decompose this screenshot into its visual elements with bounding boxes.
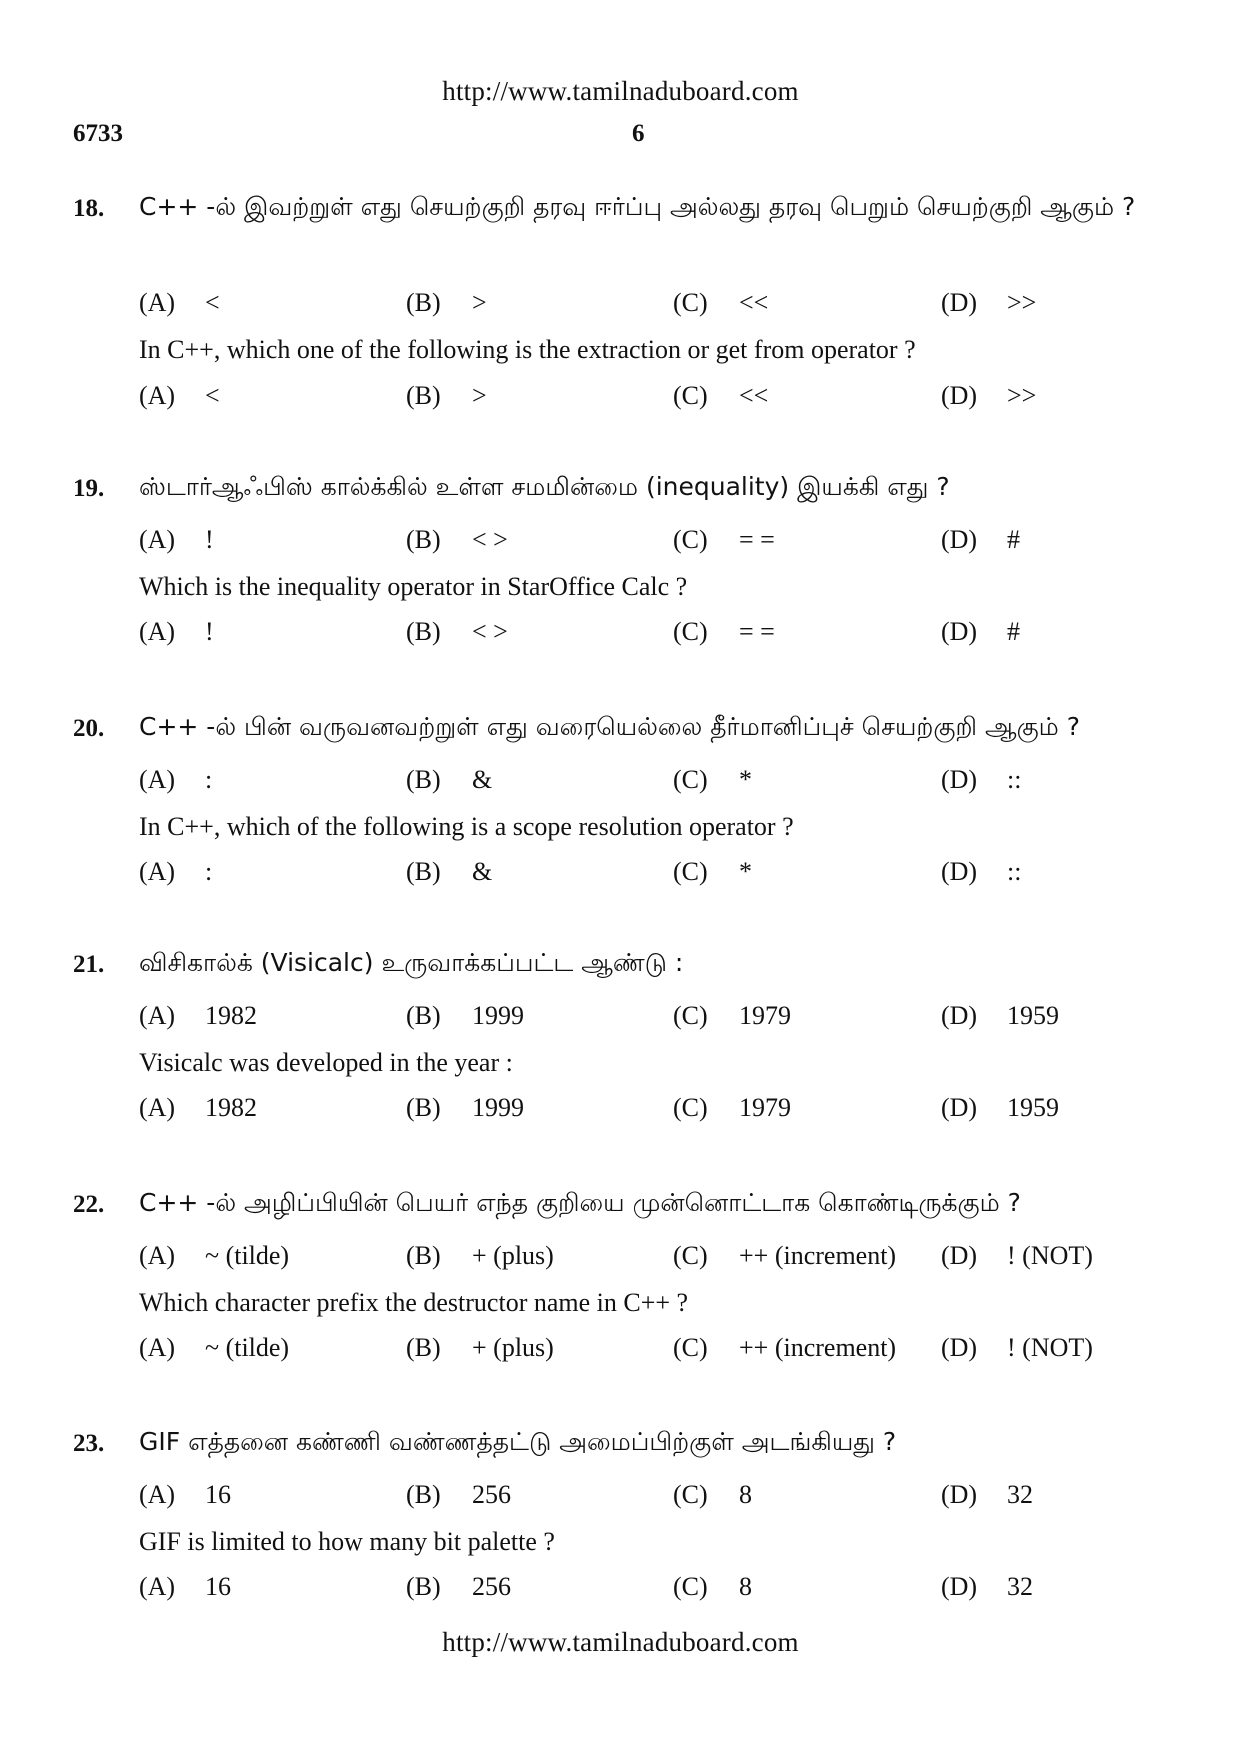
question-tamil: C++ -ல் அழிப்பியின் பெயர் எந்த குறியை முன்னொட்டாக கொண்டிருக்கும் ? — [139, 1188, 1021, 1217]
header-url: http://www.tamilnaduboard.com — [442, 76, 799, 106]
options-english: (A) 16 (B) 256 (C) 8 (D) 32 — [139, 1572, 1033, 1601]
options-english: (A) : (B) & (C) * (D) :: — [139, 857, 1022, 886]
footer-url: http://www.tamilnaduboard.com — [442, 1627, 799, 1657]
question-tamil: ஸ்டார்ஆஃபிஸ் கால்க்கில் உள்ள சமமின்மை (inequality) இயக்கி எது ? — [139, 472, 950, 501]
question-number: 18. — [73, 195, 105, 222]
paper-code: 6733 — [73, 120, 123, 147]
options-english: (A) ~ (tilde) (B) + (plus) (C) ++ (increment) (D) ! (NOT) — [139, 1333, 1093, 1362]
question-english: Which character prefix the destructor name in C++ ? — [139, 1288, 689, 1317]
options-tamil: (A) ~ (tilde) (B) + (plus) (C) ++ (increment) (D) ! (NOT) — [139, 1241, 1093, 1270]
question-tamil: விசிகால்க் (Visicalc) உருவாக்கப்பட்ட ஆண்டு : — [139, 948, 684, 977]
options-tamil: (A) 16 (B) 256 (C) 8 (D) 32 — [139, 1480, 1033, 1509]
options-english: (A) ! (B) < > (C) = = (D) # — [139, 617, 1020, 646]
options-tamil: (A) : (B) & (C) * (D) :: — [139, 765, 1022, 794]
question-tamil: GIF எத்தனை கண்ணி வண்ணத்தட்டு அமைப்பிற்குள் அடங்கியது ? — [139, 1427, 897, 1456]
question-english: In C++, which one of the following is the extraction or get from operator ? — [139, 335, 916, 364]
question-tamil: C++ -ல் பின் வருவனவற்றுள் எது வரையெல்லை தீர்மானிப்புச் செயற்குறி ஆகும் ? — [139, 712, 1080, 741]
question-number: 19. — [73, 475, 105, 502]
question-english: Which is the inequality operator in StarOffice Calc ? — [139, 572, 688, 601]
question-number: 22. — [73, 1191, 105, 1218]
options-english: (A) 1982 (B) 1999 (C) 1979 (D) 1959 — [139, 1093, 1059, 1122]
options-tamil: (A) < (B) > (C) << (D) >> — [139, 288, 1037, 317]
question-english: GIF is limited to how many bit palette ? — [139, 1527, 555, 1556]
question-number: 20. — [73, 715, 105, 742]
question-english: In C++, which of the following is a scope resolution operator ? — [139, 812, 794, 841]
question-number: 23. — [73, 1430, 105, 1457]
options-tamil: (A) 1982 (B) 1999 (C) 1979 (D) 1959 — [139, 1001, 1059, 1030]
page-number: 6 — [632, 120, 645, 147]
options-english: (A) < (B) > (C) << (D) >> — [139, 381, 1037, 410]
question-tamil: C++ -ல் இவற்றுள் எது செயற்குறி தரவு ஈர்ப்பு அல்லது தரவு பெறும் செயற்குறி ஆகும் ? — [139, 192, 1136, 221]
question-english: Visicalc was developed in the year : — [139, 1048, 513, 1077]
options-tamil: (A) ! (B) < > (C) = = (D) # — [139, 525, 1020, 554]
question-number: 21. — [73, 951, 105, 978]
